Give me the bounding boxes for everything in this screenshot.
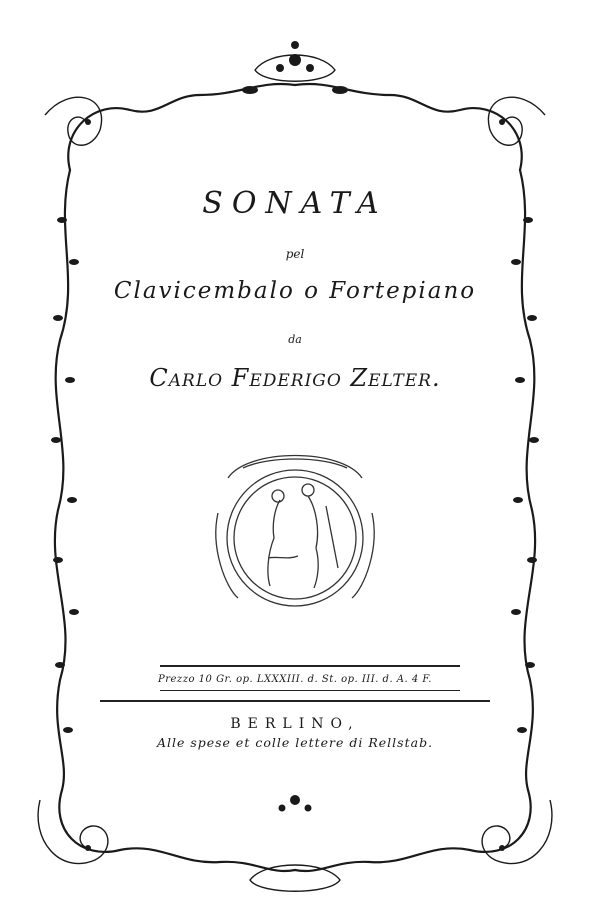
rule-bottom	[100, 700, 490, 702]
medallion-vignette	[208, 438, 382, 618]
instruments-text: Clavicembalo o Fortepiano	[113, 278, 477, 304]
composer-name: Carlo Federigo Zelter.	[149, 364, 441, 392]
title: SONATA	[202, 186, 388, 221]
price-line: Prezzo 10 Gr. op. LXXXIII. d. St. op. III. d. A. 4 F.	[158, 674, 432, 685]
rule-mid	[160, 690, 460, 691]
imprint-publisher: Alle spese et colle lettere di Rellstab.	[156, 735, 434, 750]
pel-text: pel	[285, 247, 305, 261]
da-text: da	[288, 333, 302, 346]
imprint-city: BERLINO,	[230, 716, 360, 732]
rule-top	[160, 665, 460, 667]
